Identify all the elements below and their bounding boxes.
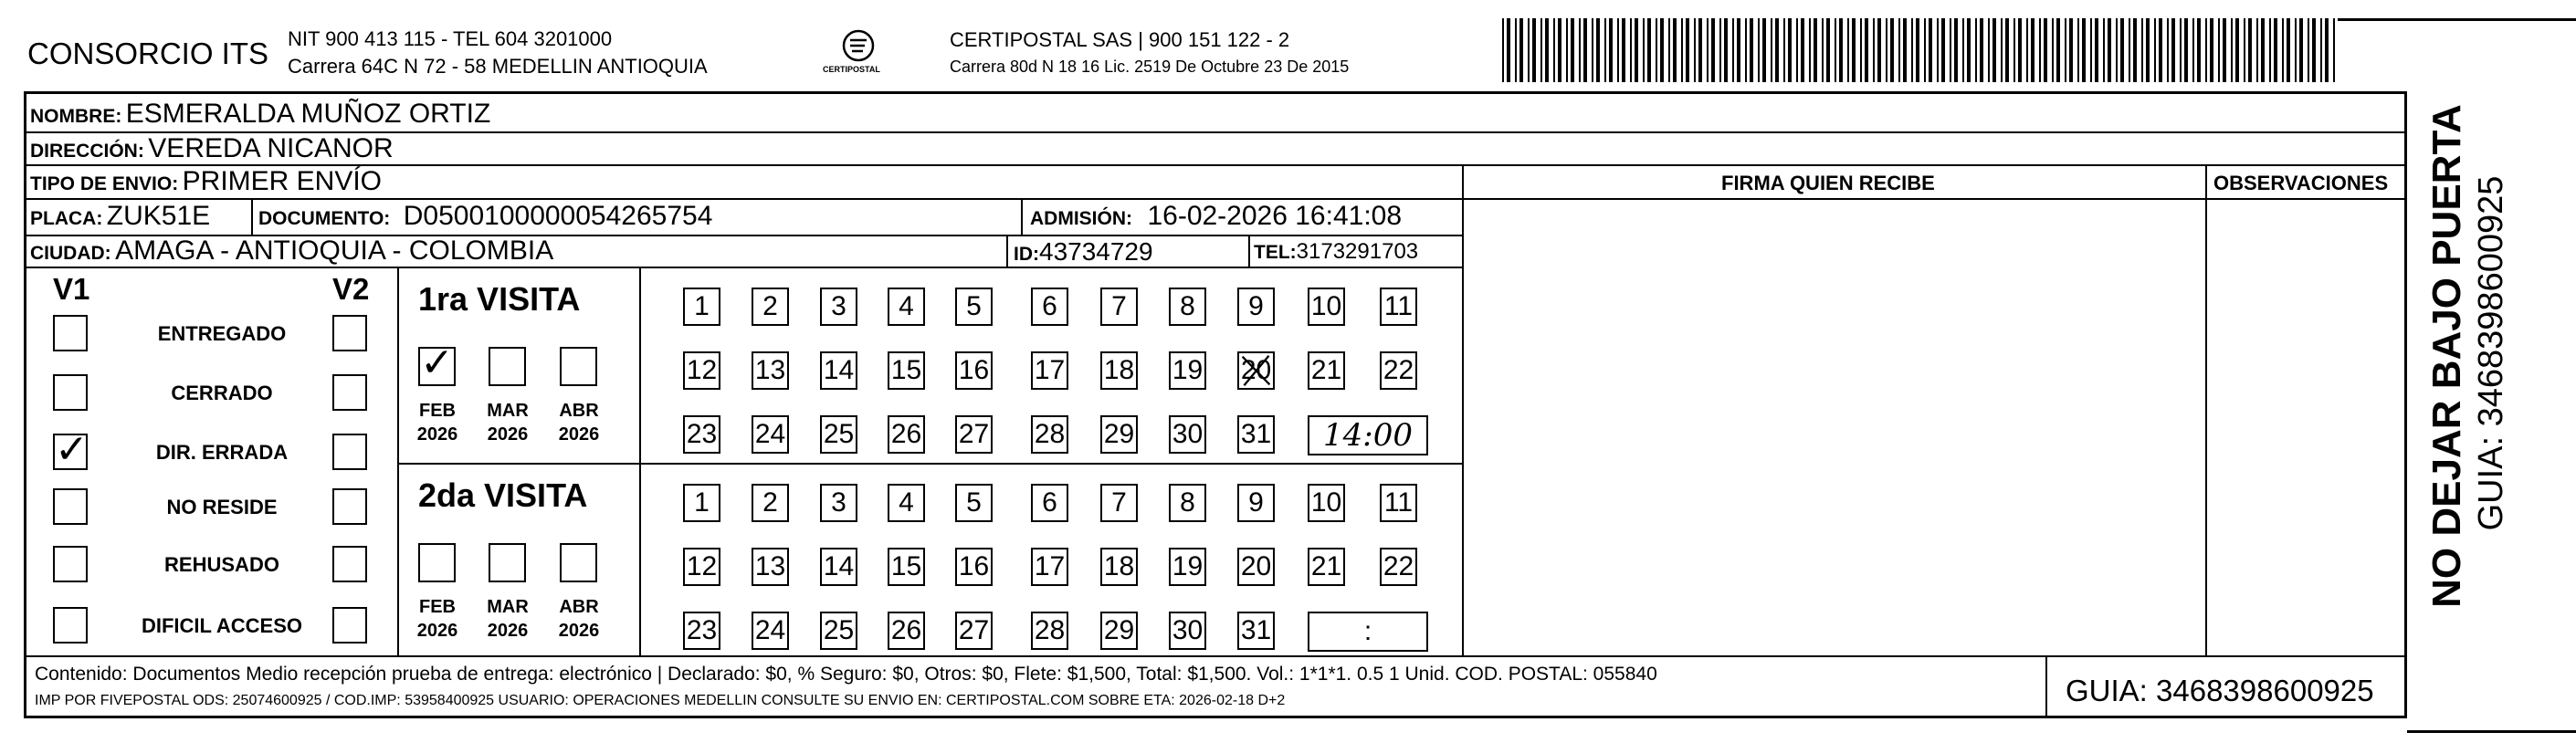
address-row [30,135,394,162]
day-box[interactable]: 13 [752,351,789,390]
status-v1-checkbox[interactable] [53,488,88,525]
day-box[interactable]: 4 [888,288,925,326]
status-v2-checkbox[interactable] [332,374,367,411]
status-v1-checkbox[interactable] [53,546,88,582]
day-box[interactable]: 20 [1237,351,1275,390]
year-label: 2026 [416,621,458,641]
day-box[interactable]: 31 [1237,415,1275,454]
month-label: ABR [559,401,599,421]
city-label: CIUDAD: [30,243,111,264]
day-box[interactable]: 30 [1169,415,1206,454]
check-mark-icon: ✓ [420,340,454,386]
day-box[interactable]: 8 [1169,484,1206,522]
day-box[interactable]: 24 [752,612,789,650]
day-box[interactable]: 15 [888,351,925,390]
day-box[interactable]: 7 [1100,484,1138,522]
year-label: 2026 [487,621,529,641]
month-label: MAR [487,597,529,617]
type-row [30,168,382,195]
day-box[interactable]: 23 [683,612,720,650]
day-box[interactable]: 6 [1031,484,1068,522]
status-v1-checkbox[interactable] [53,315,88,351]
day-box[interactable]: 27 [955,415,993,454]
day-box[interactable]: 23 [683,415,720,454]
day-box[interactable]: 13 [752,548,789,586]
id-number: 43734729 [1039,237,1153,266]
time-field[interactable] [1308,612,1428,652]
day-box[interactable]: 21 [1308,351,1345,390]
day-box[interactable]: 25 [820,612,857,650]
tel-number: 3173291703 [1296,239,1419,264]
day-box[interactable]: 2 [752,288,789,326]
day-box[interactable]: 16 [955,548,993,586]
day-box[interactable]: 20 [1237,548,1275,586]
company-address: Carrera 64C N 72 - 58 MEDELLIN ANTIOQUIA [288,55,708,78]
day-box[interactable]: 29 [1100,415,1138,454]
month-checkbox[interactable] [560,347,597,386]
day-box[interactable]: 27 [955,612,993,650]
status-v1-checkbox[interactable] [53,374,88,411]
year-label: 2026 [558,424,600,445]
address-label: DIRECCIÓN: [30,141,144,162]
day-box[interactable]: 18 [1100,351,1138,390]
day-box[interactable]: 2 [752,484,789,522]
tel-label: TEL: [1254,242,1297,263]
day-box[interactable]: 14 [820,548,857,586]
month-checkbox[interactable] [489,543,526,582]
id-row [1014,239,1153,265]
day-box[interactable]: 19 [1169,548,1206,586]
status-label: ENTREGADO [157,322,287,345]
day-box[interactable]: 22 [1380,548,1417,586]
day-box[interactable]: 4 [888,484,925,522]
shipment-type: PRIMER ENVÍO [182,166,383,196]
carrier-name: CERTIPOSTAL SAS | 900 151 122 - 2 [950,28,1290,51]
day-box[interactable]: 14 [820,351,857,390]
print-info: IMP POR FIVEPOSTAL ODS: 25074600925 / COD.IMP: 53958400925 USUARIO: OPERACIONES MEDELLIN CONSULTE SU ENVIO EN: CERTIPOSTAL.COM SOBRE ETA: 2026-02-18 D+2 [35,693,1286,708]
day-box[interactable]: 9 [1237,288,1275,326]
id-label: ID: [1014,244,1039,265]
day-box[interactable]: 11 [1380,288,1417,326]
month-label: MAR [487,401,529,421]
year-label: 2026 [487,424,529,445]
day-box[interactable]: 5 [955,484,993,522]
month-checkbox[interactable] [418,543,456,582]
day-box[interactable]: 26 [888,612,925,650]
company-name: CONSORCIO ITS [27,37,269,70]
day-box[interactable]: 16 [955,351,993,390]
day-box[interactable]: 10 [1308,484,1345,522]
no-under-door-warning: NO DEJAR BAJO PUERTA [2424,104,2469,608]
recipient-name: ESMERALDA MUÑOZ ORTIZ [125,99,491,129]
status-v2-checkbox[interactable] [332,607,367,644]
month-label: ABR [559,597,599,617]
day-box[interactable]: 25 [820,415,857,454]
time-value: 14:00 [1323,417,1413,454]
day-box[interactable]: 30 [1169,612,1206,650]
contents-info: Contenido: Documentos Medio recepción prueba de entrega: electrónico | Declarado: $0, % Seguro: $0, Otros: $0, Flete: $1,500, Total: $1,500. Vol.: 1*1*1. 0.5 1 Unid. COD. POSTAL: 055840 [35,664,1657,685]
check-mark-icon: ✓ [55,426,89,473]
month-label: FEB [419,401,456,421]
day-box[interactable]: 6 [1031,288,1068,326]
status-label: REHUSADO [164,553,279,576]
status-v2-checkbox[interactable] [332,315,367,351]
day-box[interactable]: 12 [683,548,720,586]
day-box[interactable]: 22 [1380,351,1417,390]
day-box[interactable]: 10 [1308,288,1345,326]
month-label: FEB [419,597,456,617]
time-field[interactable] [1308,415,1428,455]
status-label: DIR. ERRADA [155,441,289,464]
name-label: NOMBRE: [30,106,122,127]
document-row [258,203,712,230]
carrier-address: Carrera 80d N 18 16 Lic. 2519 De Octubre 23 De 2015 [950,58,1350,76]
day-box[interactable]: 3 [820,484,857,522]
day-box[interactable]: 24 [752,415,789,454]
day-box[interactable]: 12 [683,351,720,390]
day-box[interactable]: 17 [1031,351,1068,390]
status-v2-checkbox[interactable] [332,434,367,470]
barcode-icon [1502,18,2342,82]
status-label: NO RESIDE [166,496,278,518]
day-box[interactable]: 1 [683,288,720,326]
admission-date: 16-02-2026 16:41:08 [1147,201,1403,231]
plate: ZUK51E [106,201,211,231]
document-number: D0500100000054265754 [403,201,713,231]
observations-header: OBSERVACIONES [2213,172,2389,194]
day-box[interactable]: 11 [1380,484,1417,522]
side-guia: GUIA: 3468398600925 [2472,175,2510,531]
day-box[interactable]: 31 [1237,612,1275,650]
visit-title: 1ra VISITA [418,280,581,318]
month-checkbox[interactable] [560,543,597,582]
day-box[interactable]: 26 [888,415,925,454]
day-box[interactable]: 29 [1100,612,1138,650]
year-label: 2026 [416,424,458,445]
day-box[interactable]: 21 [1308,548,1345,586]
cross-mark-icon [1239,353,1273,388]
side-panel [2415,91,2525,630]
month-checkbox[interactable] [489,347,526,386]
day-box[interactable]: 1 [683,484,720,522]
day-box[interactable]: 28 [1031,415,1068,454]
day-box[interactable]: 9 [1237,484,1275,522]
v1-label: V1 [53,272,90,306]
time-value: : [1363,616,1372,646]
day-box[interactable]: 8 [1169,288,1206,326]
footer-guia: GUIA: 3468398600925 [2066,674,2374,707]
carrier-logo-text: CERTIPOSTAL [823,65,880,74]
day-box[interactable]: 3 [820,288,857,326]
city-row [30,237,553,265]
company-nit: NIT 900 413 115 - TEL 604 3201000 [288,27,613,50]
status-v2-checkbox[interactable] [332,546,367,582]
document-label: DOCUMENTO: [258,208,391,229]
status-label: CERRADO [171,382,273,404]
day-box[interactable]: 17 [1031,548,1068,586]
admission-label: ADMISIÓN: [1030,208,1132,229]
type-label: TIPO DE ENVIO: [30,173,179,194]
day-box[interactable]: 7 [1100,288,1138,326]
plate-row [30,203,210,230]
v2-label: V2 [332,272,370,306]
day-box[interactable]: 28 [1031,612,1068,650]
day-box[interactable]: 15 [888,548,925,586]
day-box[interactable]: 5 [955,288,993,326]
carrier-logo [817,27,899,78]
day-box[interactable]: 19 [1169,351,1206,390]
tel-row [1254,241,1418,263]
day-box[interactable]: 18 [1100,548,1138,586]
signature-header: FIRMA QUIEN RECIBE [1721,172,1935,194]
name-row [30,100,490,128]
visit-title: 2da VISITA [418,476,588,514]
city: AMAGA - ANTIOQUIA - COLOMBIA [115,235,554,266]
recipient-address: VEREDA NICANOR [148,133,394,163]
year-label: 2026 [558,621,600,641]
status-v2-checkbox[interactable] [332,488,367,525]
admission-row [1030,203,1402,230]
month-checkbox[interactable] [418,340,456,386]
status-v1-checkbox[interactable] [53,426,89,473]
plate-label: PLACA: [30,208,103,229]
status-v1-checkbox[interactable] [53,607,88,644]
status-label: DIFICIL ACCESO [141,614,302,637]
